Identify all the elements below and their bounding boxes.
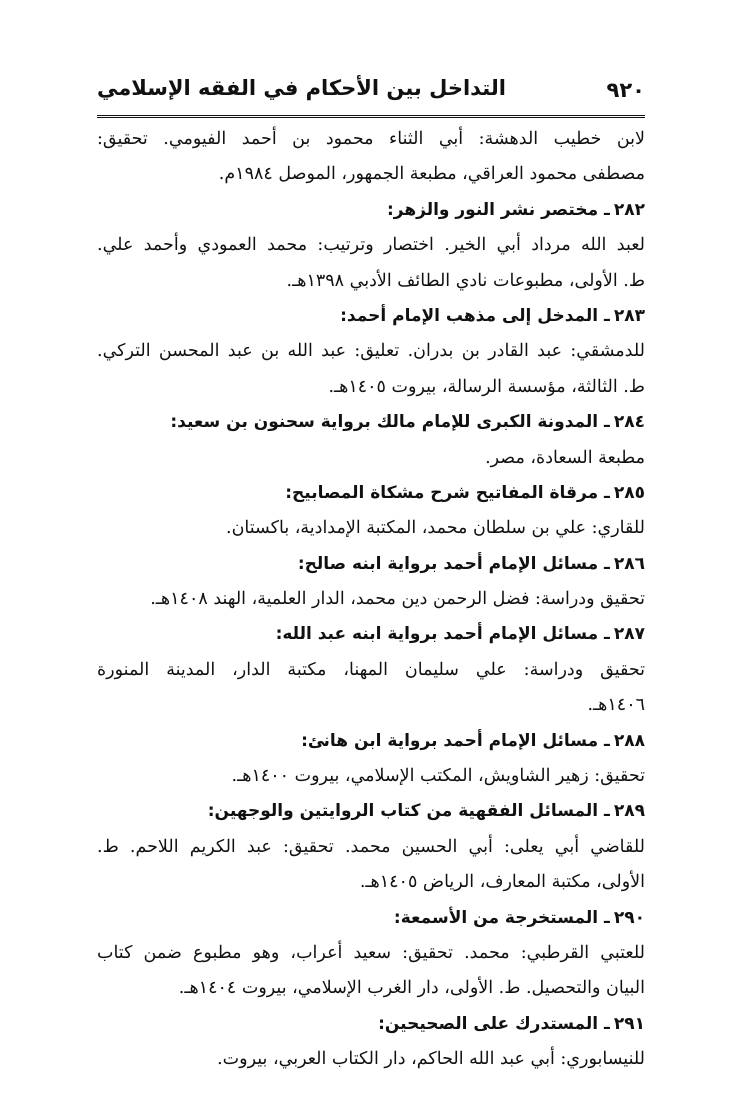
entry-text-line: تحقيق: زهير الشاويش، المكتب الإسلامي، بيروت ١٤٠٠هـ. [231,766,645,787]
entry-number: ٢٨٣ [613,305,645,326]
entry-title: ـ المدونة الكبرى للإمام مالك برواية سحنون بن سعيد: [170,412,610,433]
entry-title: ـ مسائل الإمام أحمد برواية ابن هانئ: [301,730,610,751]
bibliography-entry-continued [97,122,645,193]
entry-heading [97,724,645,759]
entry-text-line: للقاضي أبي يعلى: أبي الحسين محمد. تحقيق: عبد الكريم اللاحم. ط. [97,836,645,857]
entry-number: ٢٨٦ [613,553,645,574]
bibliography-entry [97,547,645,618]
bibliography-entry [97,794,645,900]
entry-text-line: لعبد الله مرداد أبي الخير. اختصار وترتيب: محمد العمودي وأحمد علي. [97,235,645,256]
entry-number: ٢٨٥ [613,482,645,503]
entry-text-line: للدمشقي: عبد القادر بن بدران. تعليق: عبد الله بن عبد المحسن التركي. [97,341,645,362]
entry-number: ٢٨٨ [613,730,645,751]
entry-text-line: تحقيق ودراسة: علي سليمان المهنا، مكتبة الدار، المدينة المنورة [97,659,645,680]
header-rule [97,115,645,118]
entry-heading [97,405,645,440]
entry-heading [97,299,645,334]
entry-title: ـ المدخل إلى مذهب الإمام أحمد: [340,305,610,326]
entry-text-line: للنيسابوري: أبي عبد الله الحاكم، دار الكتاب العربي، بيروت. [217,1049,645,1070]
entry-heading [97,193,645,228]
entry-heading [97,617,645,652]
entry-heading [97,476,645,511]
entry-text-line: للعتبي القرطبي: محمد. تحقيق: سعيد أعراب، وهو مطبوع ضمن كتاب [97,942,645,963]
page-number: ٩٢٠ [606,78,645,102]
entry-number: ٢٨٢ [613,199,645,220]
bibliography-entry [97,1007,645,1078]
bibliography-list [97,122,645,1078]
entry-title: ـ مسائل الإمام أحمد برواية ابنه عبد الله: [275,624,610,645]
entry-text-line: ط. الأولى، مطبوعات نادي الطائف الأدبي ١٣٩٨هـ. [286,270,645,291]
entry-title: ـ مسائل الإمام أحمد برواية ابنه صالح: [297,553,610,574]
bibliography-entry [97,299,645,405]
entry-heading [97,794,645,829]
entry-text-line: للقاري: علي بن سلطان محمد، المكتبة الإمدادية، باكستان. [226,518,645,539]
entry-number: ٢٨٩ [613,801,645,822]
entry-text-line: البيان والتحصيل. ط. الأولى، دار الغرب الإسلامي، بيروت ١٤٠٤هـ. [178,978,645,999]
entry-number: ٢٩٠ [613,907,645,928]
bibliography-entry [97,901,645,1007]
bibliography-entry [97,405,645,476]
entry-title: ـ مختصر نشر النور والزهر: [386,199,610,220]
bibliography-entry [97,193,645,299]
entry-title: ـ المسائل الفقهية من كتاب الروايتين والوجهين: [207,801,610,822]
bibliography-entry [97,617,645,723]
entry-number: ٢٨٤ [613,412,645,433]
entry-heading [97,547,645,582]
entry-text-line: ١٤٠٦هـ. [587,695,645,716]
entry-text-line: مطبعة السعادة، مصر. [485,447,645,468]
running-title: التداخل بين الأحكام في الفقه الإسلامي [97,76,506,100]
entry-title: ـ المستخرجة من الأسمعة: [393,907,610,928]
bibliography-entry [97,476,645,547]
entry-text-line: ط. الثالثة، مؤسسة الرسالة، بيروت ١٤٠٥هـ. [328,376,645,397]
entry-text-line: الأولى، مكتبة المعارف، الرياض ١٤٠٥هـ. [359,872,645,893]
entry-text-line: مصطفى محمود العراقي، مطبعة الجمهور، الموصل ١٩٨٤م. [218,164,645,185]
page-header [97,70,645,114]
entry-number: ٢٨٧ [613,624,645,645]
entry-heading [97,901,645,936]
entry-number: ٢٩١ [613,1013,645,1034]
entry-title: ـ المستدرك على الصحيحين: [378,1013,610,1034]
entry-heading [97,1007,645,1042]
entry-text-line: تحقيق ودراسة: فضل الرحمن دين محمد، الدار العلمية، الهند ١٤٠٨هـ. [150,589,645,610]
entry-text-line: لابن خطيب الدهشة: أبي الثناء محمود بن أحمد الفيومي. تحقيق: [97,129,645,149]
bibliography-entry [97,724,645,795]
entry-title: ـ مرقاة المفاتيح شرح مشكاة المصابيح: [285,482,610,503]
